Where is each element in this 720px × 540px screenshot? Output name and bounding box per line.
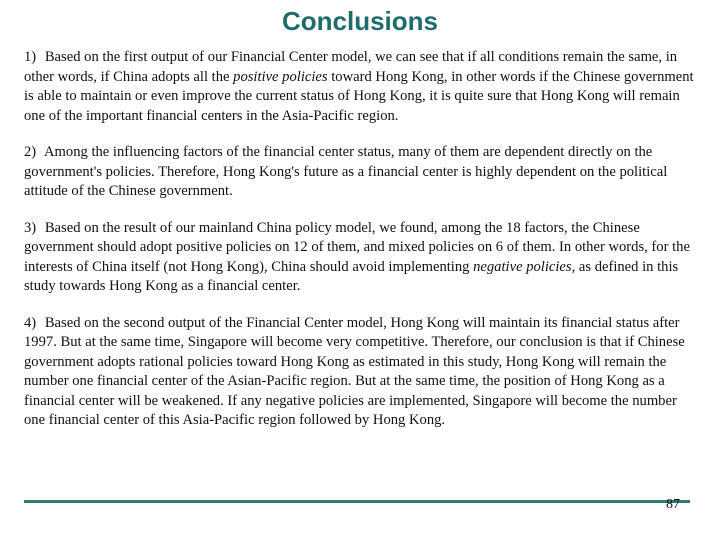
paragraph-number: 2) xyxy=(24,144,37,160)
paragraph-text: Among the influencing factors of the financial center status, many of them are dependent directly on the government's policies. Therefore, Hong Kong's future as a financial center is highly dependent on the political attitude of the Chinese government. xyxy=(24,144,668,199)
emphasis-positive-policies: positive policies xyxy=(233,68,328,85)
paragraph-text: toward Hong Kong, in other words if the Chinese government is able to maintain or even improve the current status of Hong Kong, it is quite sure that Hong Kong will remain one of the important financial centers in the Asia-Pacific region. xyxy=(24,68,694,124)
paragraph-text: Based on the first output of our Financial Center model, we can see that if all conditions remain the same, in other words, if China adopts all the xyxy=(24,49,678,85)
paragraph-number: 3) xyxy=(24,219,37,236)
paragraph-1 xyxy=(24,48,696,126)
page-title: Conclusions xyxy=(281,6,438,36)
conclusions-body xyxy=(24,48,696,448)
footer-divider xyxy=(24,500,690,503)
paragraph-2 xyxy=(24,143,696,202)
paragraph-3 xyxy=(24,219,696,297)
emphasis-negative-policies: negative policies xyxy=(473,258,572,275)
page-number: 87 xyxy=(666,497,680,512)
paragraph-number: 4) xyxy=(24,314,37,331)
paragraph-text: , as defined in this study towards Hong Kong as a financial center. xyxy=(24,258,679,294)
paragraph-text: Based on the second output of the Financial Center model, Hong Kong will maintain its financial status after 1997. But at the same time, Singapore will become very competitive. Therefore, our conclusion is that if Chinese government adopts rational policies toward Hong Kong as estimated in this study, Hong Kong will remain the number one financial center of the Asian-Pacific region. But at the same time, the position of Hong Kong as a financial center will be weakened. If any negative policies are implemented, Singapore will become the number one financial center of this Asia-Pacific region followed by Hong Kong. xyxy=(24,314,685,428)
paragraph-text: Based on the result of our mainland China policy model, we found, among the 18 factors, the Chinese government should adopt positive policies on 12 of them, and mixed policies on 6 of them. In other words, for the interests of China itself (not Hong Kong), China should avoid implementing xyxy=(24,219,690,275)
paragraph-4 xyxy=(24,314,696,431)
paragraph-number: 1) xyxy=(24,49,37,65)
